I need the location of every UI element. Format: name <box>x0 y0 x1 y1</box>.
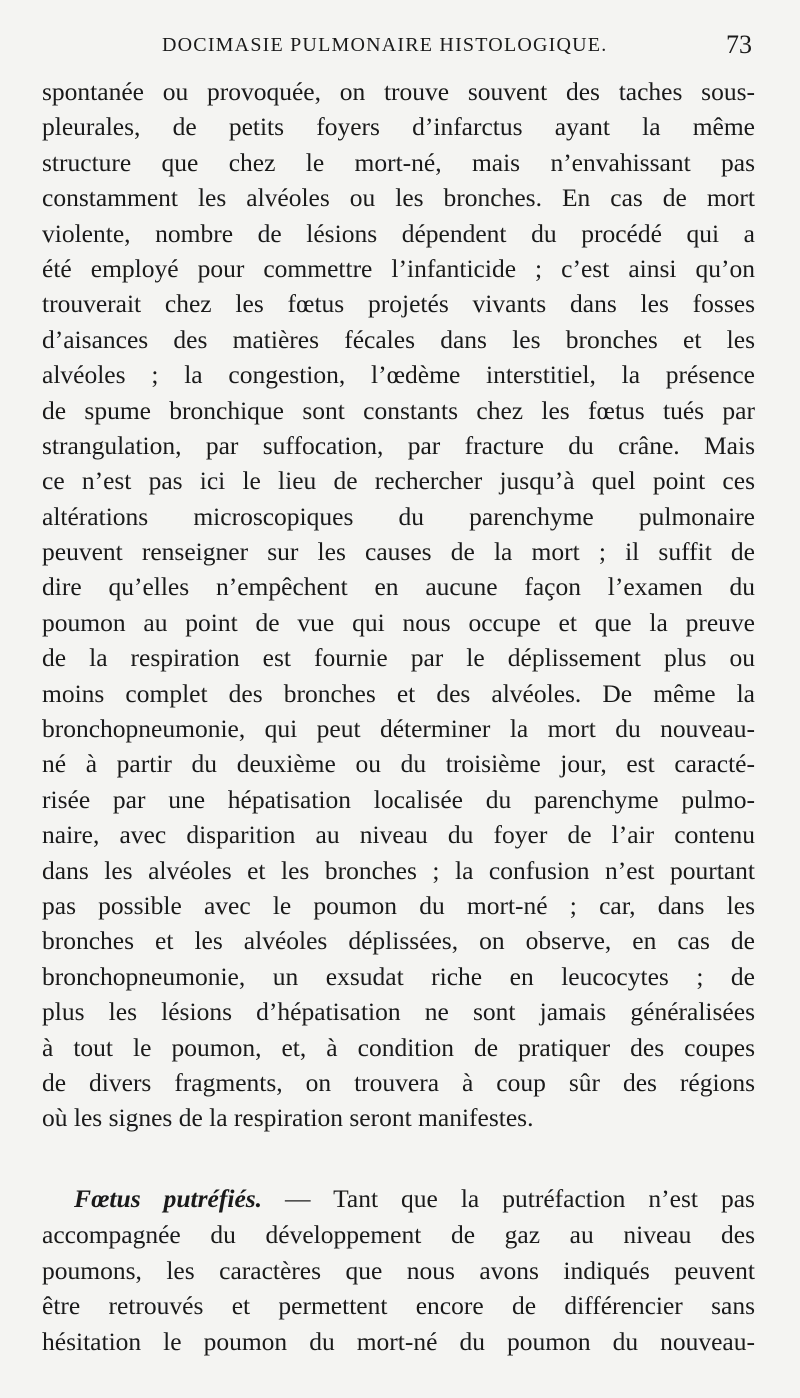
text-line: de spume bronchique sont constants chez les fœtus tués par <box>42 395 755 425</box>
text-line: d’aisances des matières fécales dans les bronches et les <box>42 324 755 354</box>
text-line: à tout le poumon, et, à condition de pratiquer des coupes <box>42 1032 755 1062</box>
text-line: bronchopneumonie, un exsudat riche en leucocytes ; de <box>42 961 755 991</box>
text-line: moins complet des bronches et des alvéoles. De même la <box>42 678 755 708</box>
text-line: poumon au point de vue qui nous occupe et que la preuve <box>42 607 755 637</box>
heading-continuation: — Tant que la putréfaction n’est pas <box>262 1184 755 1213</box>
text-line: de la respiration est fournie par le déplissement plus ou <box>42 643 755 673</box>
text-line: pleurales, de petits foyers d’infarctus ayant la même <box>42 112 755 142</box>
text-line: alvéoles ; la congestion, l’œdème interstitiel, la présence <box>42 360 755 390</box>
text-line: strangulation, par suffocation, par fracture du crâne. Mais <box>42 430 755 460</box>
text-line: bronchopneumonie, qui peut déterminer la mort du nouveau- <box>42 714 755 744</box>
text-line: poumons, les caractères que nous avons indiqués peuvent <box>42 1255 755 1285</box>
text-line: où les signes de la respiration seront manifestes. <box>42 1103 534 1133</box>
text-line: accompagnée du développement de gaz au niveau des <box>42 1219 755 1249</box>
paragraph-1 <box>42 74 755 1136</box>
paragraph-2 <box>42 1181 755 1360</box>
text-line <box>42 1181 755 1217</box>
page-number: 73 <box>726 30 752 59</box>
text-line: de divers fragments, on trouvera à coup sûr des régions <box>42 1067 755 1097</box>
text-line: structure que chez le mort-né, mais n’envahissant pas <box>42 147 755 177</box>
text-line: dans les alvéoles et les bronches ; la confusion n’est pourtant <box>42 855 755 885</box>
text-line: constamment les alvéoles ou les bronches. En cas de mort <box>42 183 755 213</box>
text-line: altérations microscopiques du parenchyme pulmonaire <box>42 501 755 531</box>
running-title: DOCIMASIE PULMONAIRE HISTOLOGIQUE. <box>162 34 608 56</box>
text-line: été employé pour commettre l’infanticide ; c’est ainsi qu’on <box>42 253 755 283</box>
text-line: pas possible avec le poumon du mort-né ; car, dans les <box>42 890 755 920</box>
text-line: peuvent renseigner sur les causes de la mort ; il suffit de <box>42 537 755 567</box>
text-line: spontanée ou provoquée, on trouve souvent des taches sous- <box>42 77 755 106</box>
text-line: hésitation le poumon du mort-né du poumon du nouveau- <box>42 1327 755 1357</box>
text-line: trouverait chez les fœtus projetés vivants dans les fosses <box>42 289 755 319</box>
text-line: né à partir du deuxième ou du troisième jour, est caracté- <box>42 749 755 779</box>
text-line: violente, nombre de lésions dépendent du procédé qui a <box>42 218 755 248</box>
text-line: dire qu’elles n’empêchent en aucune façon l’examen du <box>42 572 755 602</box>
text-line: être retrouvés et permettent encore de différencier sans <box>42 1291 755 1321</box>
text-line: naire, avec disparition au niveau du foyer de l’air contenu <box>42 820 755 850</box>
text-line: plus les lésions d’hépatisation ne sont jamais généralisées <box>42 997 755 1027</box>
section-heading: Fœtus putréfiés. <box>74 1184 263 1213</box>
text-line: ce n’est pas ici le lieu de rechercher jusqu’à quel point ces <box>42 466 755 496</box>
text-line: bronches et les alvéoles déplissées, on observe, en cas de <box>42 926 755 956</box>
text-line: risée par une hépatisation localisée du parenchyme pulmo- <box>42 784 755 814</box>
running-head <box>50 30 752 64</box>
